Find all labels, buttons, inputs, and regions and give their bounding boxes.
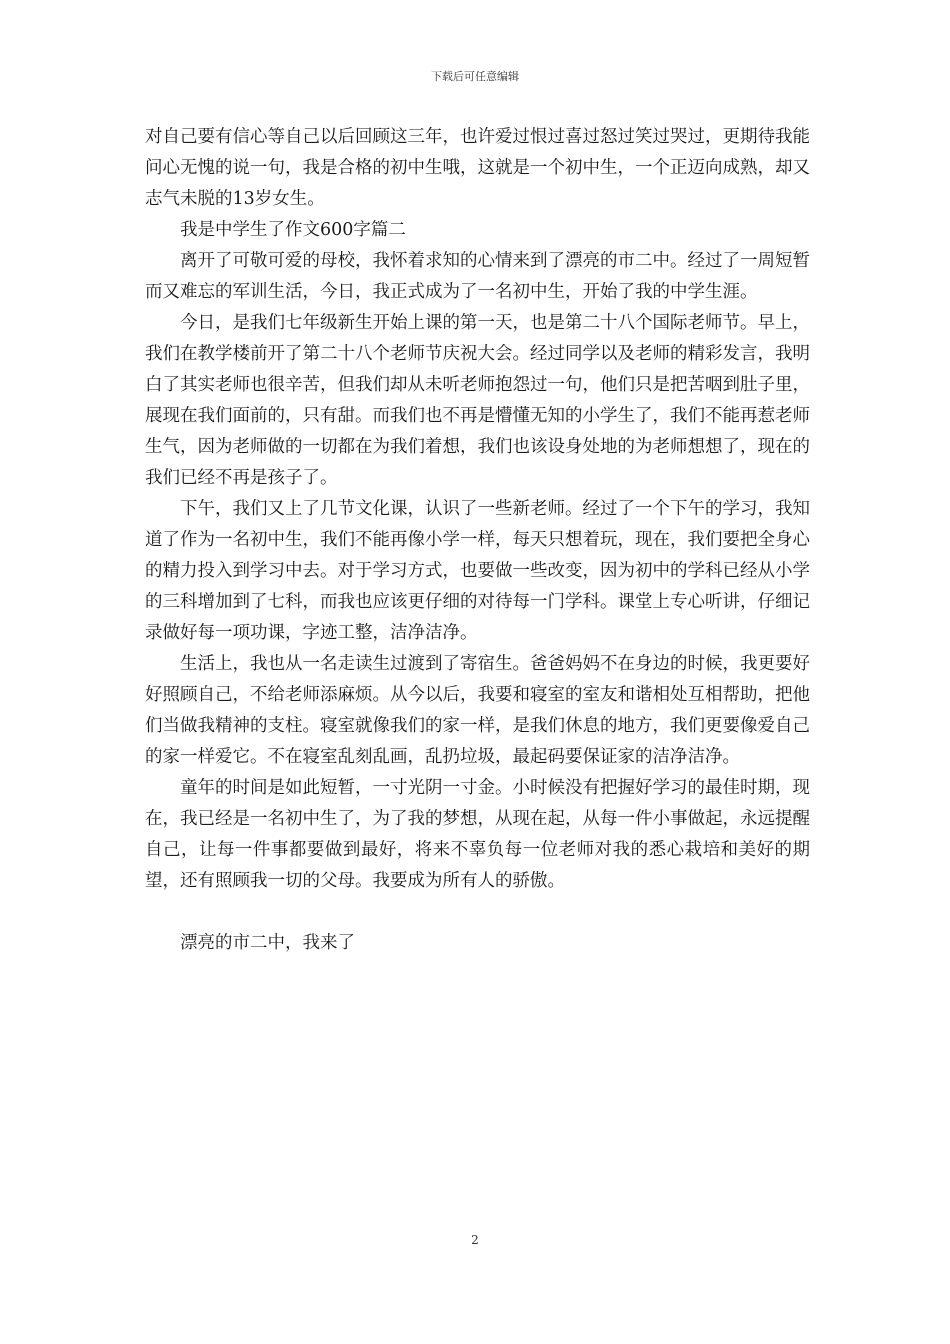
blank-line bbox=[145, 897, 810, 928]
paragraph: 童年的时间是如此短暂，一寸光阴一寸金。小时候没有把握好学习的最佳时期，现在，我已经是一名初中生了，为了我的梦想，从现在起，从每一件小事做起，永远提醒自己，让每一件事都要做到最好，将来不辜负每一位老师对我的悉心栽培和美好的期望，还有照顾我一切的父母。我要成为所有人的骄傲。 bbox=[145, 778, 810, 891]
paragraph: 对自己要有信心等自己以后回顾这三年，也许爱过恨过喜过怒过笑过哭过，更期待我能问心无愧的说一句，我是合格的初中生哦，这就是一个初中生，一个正迈向成熟，却又志气未脱的13岁女生。 bbox=[145, 127, 810, 209]
document-body bbox=[145, 122, 810, 959]
page-header: 下载后可任意编辑 bbox=[431, 70, 519, 83]
paragraph: 漂亮的市二中，我来了 bbox=[180, 933, 355, 953]
paragraph: 生活上，我也从一名走读生过渡到了寄宿生。爸爸妈妈不在身边的时候，我更要好好照顾自己，不给老师添麻烦。从今以后，我要和寝室的室友和谐相处互相帮助，把他们当做我精神的支柱。寝室就像我们的家一样，是我们休息的地方，我们更要像爱自己的家一样爱它。不在寝室乱刻乱画，乱扔垃圾，最起码要保证家的洁净洁净。 bbox=[145, 654, 810, 767]
paragraph: 今日，是我们七年级新生开始上课的第一天，也是第二十八个国际老师节。早上，我们在教学楼前开了第二十八个老师节庆祝大会。经过同学以及老师的精彩发言，我明白了其实老师也很辛苦，但我们却从未听老师抱怨过一句，他们只是把苦咽到肚子里，展现在我们面前的，只有甜。而我们也不再是懵懂无知的小学生了，我们不能再惹老师生气，因为老师做的一切都在为我们着想，我们也该设身处地的为老师想想了，现在的我们已经不再是孩子了。 bbox=[145, 313, 810, 488]
paragraph: 离开了可敬可爱的母校，我怀着求知的心情来到了漂亮的市二中。经过了一周短暂而又难忘的军训生活，今日，我正式成为了一名初中生，开始了我的中学生涯。 bbox=[145, 251, 810, 302]
paragraph: 下午，我们又上了几节文化课，认识了一些新老师。经过了一个下午的学习，我知道了作为一名初中生，我们不能再像小学一样，每天只想着玩，现在，我们要把全身心的精力投入到学习中去。对于学习方式，也要做一些改变，因为初中的学科已经从小学的三科增加到了七科，而我也应该更仔细的对待每一门学科。课堂上专心听讲，仔细记录做好每一项功课，字迹工整，洁净洁净。 bbox=[145, 499, 810, 643]
section-title: 我是中学生了作文600字篇二 bbox=[180, 220, 406, 240]
page-number: 2 bbox=[471, 1233, 479, 1247]
